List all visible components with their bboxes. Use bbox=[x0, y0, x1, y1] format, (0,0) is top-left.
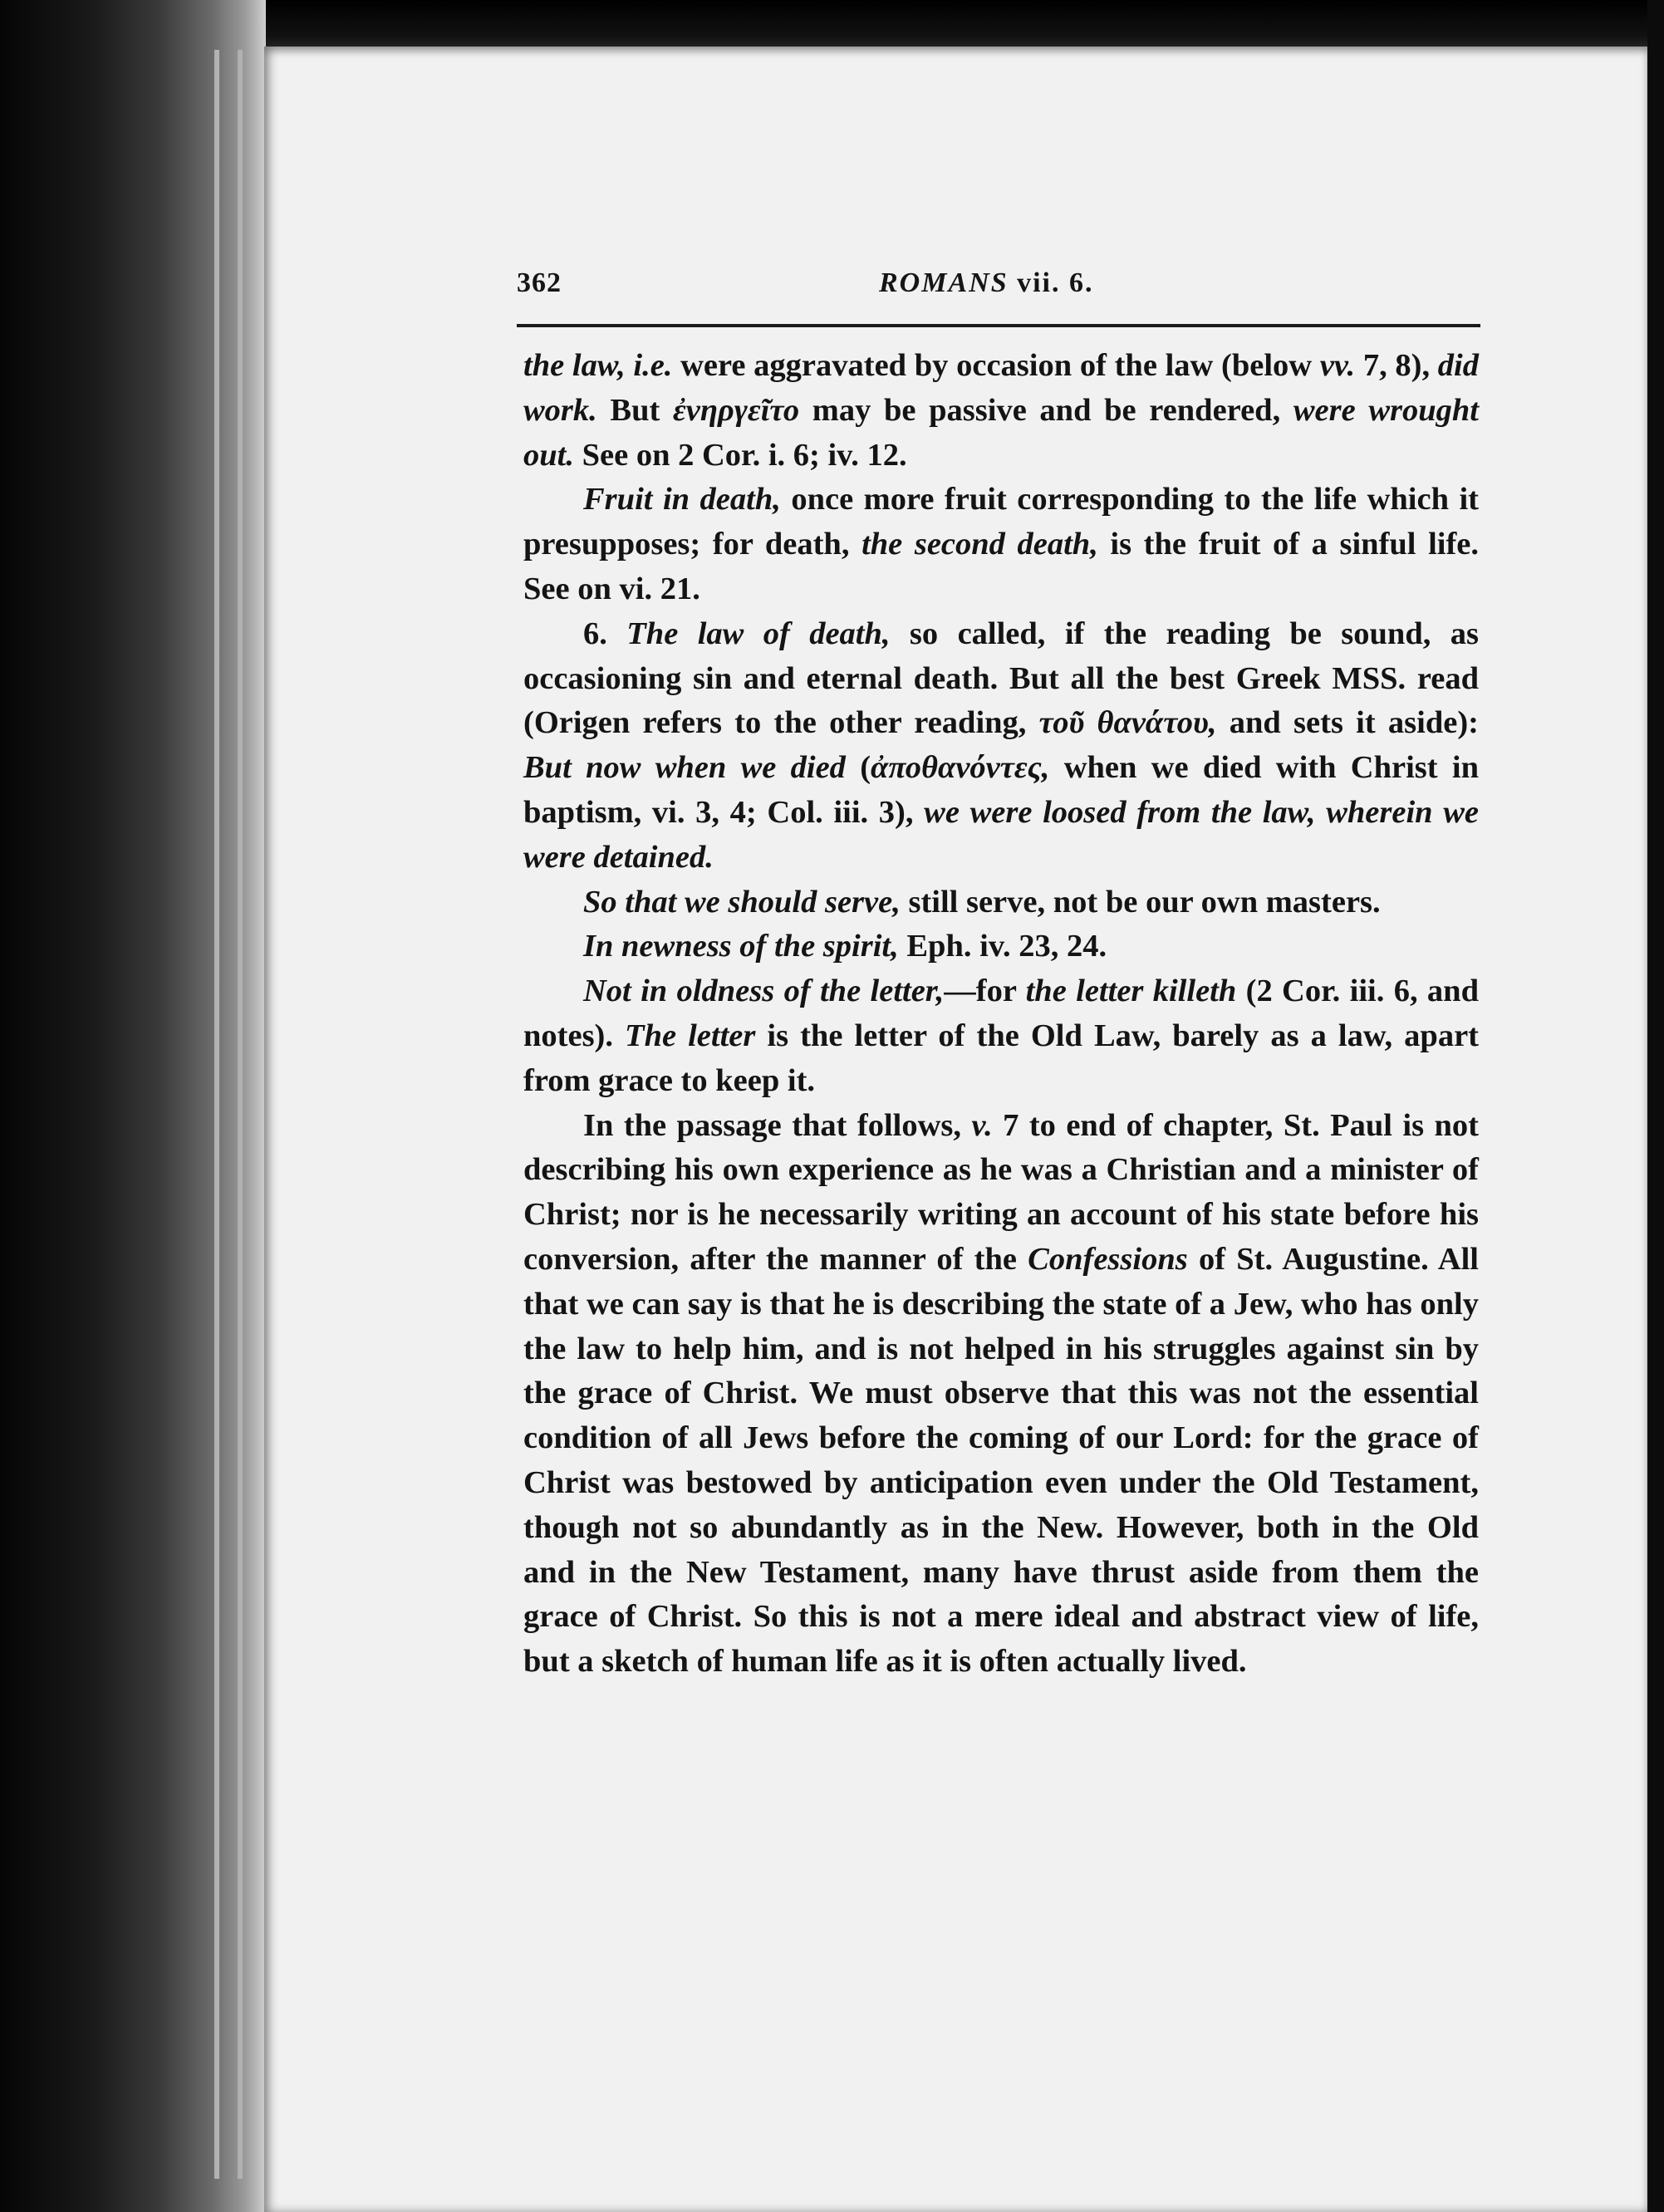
paragraph-5 bbox=[523, 925, 1479, 969]
italic-text: the second death, bbox=[861, 527, 1098, 562]
text-run: —for bbox=[944, 974, 1026, 1009]
text-run: Eph. iv. 23, 24. bbox=[898, 929, 1107, 964]
text-run: and sets it aside): bbox=[1216, 705, 1479, 741]
italic-text: The letter bbox=[625, 1018, 756, 1053]
italic-text: v. bbox=[971, 1107, 993, 1143]
italic-lemma: Fruit in death, bbox=[583, 482, 781, 517]
text-run: still serve, not be our own masters. bbox=[900, 884, 1381, 920]
text-run: may be passive and be rendered, bbox=[799, 392, 1293, 428]
italic-lemma: The law of death, bbox=[626, 616, 891, 651]
scan-right-border bbox=[1647, 0, 1664, 2212]
verse-number: 6. bbox=[583, 616, 627, 651]
text-run: ( bbox=[845, 750, 871, 786]
italic-text: were wrought out. bbox=[523, 392, 1480, 473]
binding-page-edge-line bbox=[238, 50, 243, 2179]
page-header bbox=[517, 264, 1480, 304]
italic-lemma: Not in oldness of the letter, bbox=[583, 974, 945, 1009]
header-rule bbox=[517, 324, 1480, 327]
text-run: is the letter of the Old Law, barely as a law, apart from grace to keep it. bbox=[523, 1018, 1480, 1098]
italic-text: did work. bbox=[523, 348, 1479, 428]
italic-text: the letter killeth bbox=[1025, 974, 1237, 1009]
italic-text: we were loosed from the law, wherein we were detained. bbox=[523, 794, 1479, 875]
text-run: (2 Cor. iii. 6, and notes). bbox=[523, 974, 1479, 1053]
italic-text: Confessions bbox=[1028, 1241, 1188, 1277]
text-run: 7 to end of chapter, St. Paul is not describing his own experience as he was a Christian and a minister of Christ; nor is he necessarily writing an account of his state before his conversion, after the manner of the bbox=[523, 1107, 1480, 1277]
italic-text: But now when we died bbox=[523, 750, 846, 786]
page-number: 362 bbox=[517, 267, 562, 298]
greek-word: ἀποθανόντες, bbox=[871, 750, 1050, 786]
paragraph-7 bbox=[523, 1104, 1479, 1685]
text-run: of St. Augustine. All that we can say is that he is describing the state of a Jew, who has only the law to help him, and is not helped in his struggles against sin by the grace of Christ. We must observe that this was not the essential condition of all Jews before the coming of our Lord: for the grace of Christ was bestowed by anticipation even under the Old Testament, though not so abundantly as in the New. However, both in the Old and in the New Testament, many have thrust aside from them the grace of Christ. So this is not a mere ideal and abstract view of life, but a sketch of human life as it is often actually lived. bbox=[523, 1241, 1479, 1680]
italic-lemma: In newness of the spirit, bbox=[583, 929, 899, 964]
italic-text: the law, i.e. bbox=[523, 348, 673, 383]
text-run: 7, 8), bbox=[1355, 348, 1438, 383]
binding-page-edge-line bbox=[214, 50, 219, 2179]
running-title: ROMANS bbox=[879, 267, 1009, 298]
text-run: were aggravated by occasion of the law (below bbox=[672, 348, 1320, 383]
book-binding-edge bbox=[0, 0, 266, 2212]
text-run: is the fruit of a sinful life. See on vi. 21. bbox=[523, 527, 1480, 606]
text-run: so called, if the reading be sound, as occasioning sin and eternal death. But all the best Greek MSS. read (Origen refers to the other reading, bbox=[523, 616, 1479, 741]
text-run: See on 2 Cor. i. 6; iv. 12. bbox=[573, 437, 907, 473]
text-run: In the passage that follows, bbox=[583, 1107, 972, 1143]
italic-lemma: So that we should serve, bbox=[583, 884, 901, 920]
paragraph-6 bbox=[523, 969, 1479, 1103]
running-reference: vii. 6. bbox=[1017, 267, 1094, 298]
paragraph-3 bbox=[523, 612, 1479, 880]
running-head bbox=[879, 267, 1094, 299]
text-run: once more fruit corresponding to the life which it presupposes; for death, bbox=[523, 482, 1479, 562]
paragraph-4 bbox=[523, 880, 1479, 925]
paragraph-2 bbox=[523, 478, 1479, 611]
text-run: when we died with Christ in baptism, vi. 3, 4; Col. iii. 3), bbox=[523, 750, 1479, 830]
text-run: But bbox=[596, 392, 673, 428]
italic-text: vv. bbox=[1319, 348, 1356, 383]
greek-word: ἐνηργεῖτο bbox=[673, 392, 800, 428]
body-text bbox=[523, 344, 1479, 1685]
paragraph-1 bbox=[523, 344, 1479, 478]
greek-word: τοῦ θανάτου, bbox=[1038, 705, 1217, 741]
